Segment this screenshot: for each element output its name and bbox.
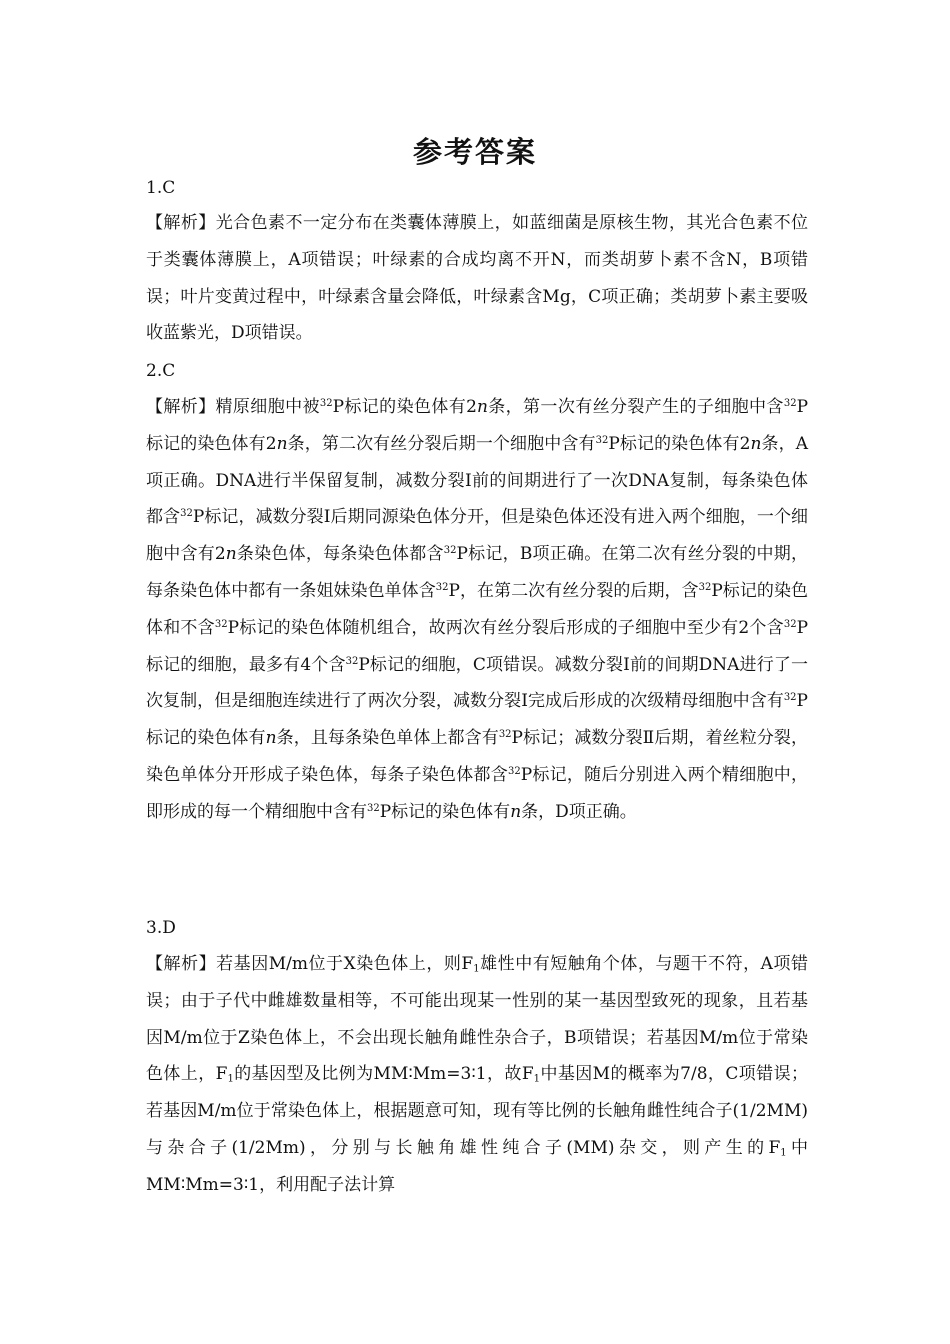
analysis-1: 【解析】光合色素不一定分布在类囊体薄膜上，如蓝细菌是原核生物，其光合色素不位于类囊体薄膜上，A项错误；叶绿素的合成均离不开N，而类胡萝卜素不含N，B项错误；叶片变黄过程中，叶绿素含量会降低，叶绿素含Mg，C项正确；类胡萝卜素主要吸收蓝紫光，D项错误。 (146, 213, 808, 344)
page-title: 参考答案 (412, 135, 537, 169)
analysis-2: 【解析】精原细胞中被$^{32}$P标记的染色体有2n条，第一次有丝分裂产生的子细胞中含$^{32}$P标记的染色体有2n条，第二次有丝分裂后期一个细胞中含有$^{32}$P标记的染色体有2n条，A项正确。DNA进行半保留复制，减数分裂Ⅰ前的间期进行了一次DNA复制，每条染色体都含$^{32}$P标记，减数分裂Ⅰ后期同源染色体分开，但是染色体还没有进入两个细胞，一个细胞中含有2n条染色体，每条染色体都含$^{32}$P标记，B项正确。在第二次有丝分裂的中期，每条染色体中都有一条姐妹染色单体含$^{32}$P，在第二次有丝分裂的后期，含$^{32}$P标记的染色体和不含$^{32}$P标记的染色体随机组合，故两次有丝分裂后形成的子细胞中至少有2个含$^{32}$P标记的细胞，最多有4个含$^{32}$P标记的细胞，C项错误。减数分裂Ⅰ前的间期DNA进行了一次复制，但是细胞连续进行了两次分裂，减数分裂Ⅰ完成后形成的次级精母细胞中含有$^{32}$P标记的染色体有n条，且每条染色单体上都含有$^{32}$P标记；减数分裂Ⅱ后期，着丝粒分裂，染色单体分开形成子染色体，每条子染色体都含$^{32}$P标记，随后分别进入两个精细胞中，即形成的每一个精细胞中含有$^{32}$P标记的染色体有n条，D项正确。 (146, 397, 809, 822)
answer-2: 2.C (146, 361, 176, 381)
answer-1: 1.C (146, 178, 176, 198)
answer-3: 3.D (146, 918, 176, 938)
analysis-3: 【解析】若基因M/m位于X染色体上，则$F_1$雄性中有短触角个体，与题干不符，A项错误；由于子代中雌雄数量相等，不可能出现某一性别的某一基因型致死的现象，且若基因M/m位于Z染色体上，不会出现长触角雌性杂合子，B项错误；若基因M/m位于常染色体上，$F_1$的基因型及比例为MM∶Mm=3∶1，故$F_1$中基因M的概率为7/8，C项错误；若基因M/m位于常染色体上，根据题意可知，现有等比例的长触角雌性纯合子(1/2MM)与杂合子(1/2Mm)，分别与长触角雄性纯合子(MM)杂交，则产生的$F_1$中MM∶Mm=3∶1，利用配子法计算 (146, 954, 808, 1195)
